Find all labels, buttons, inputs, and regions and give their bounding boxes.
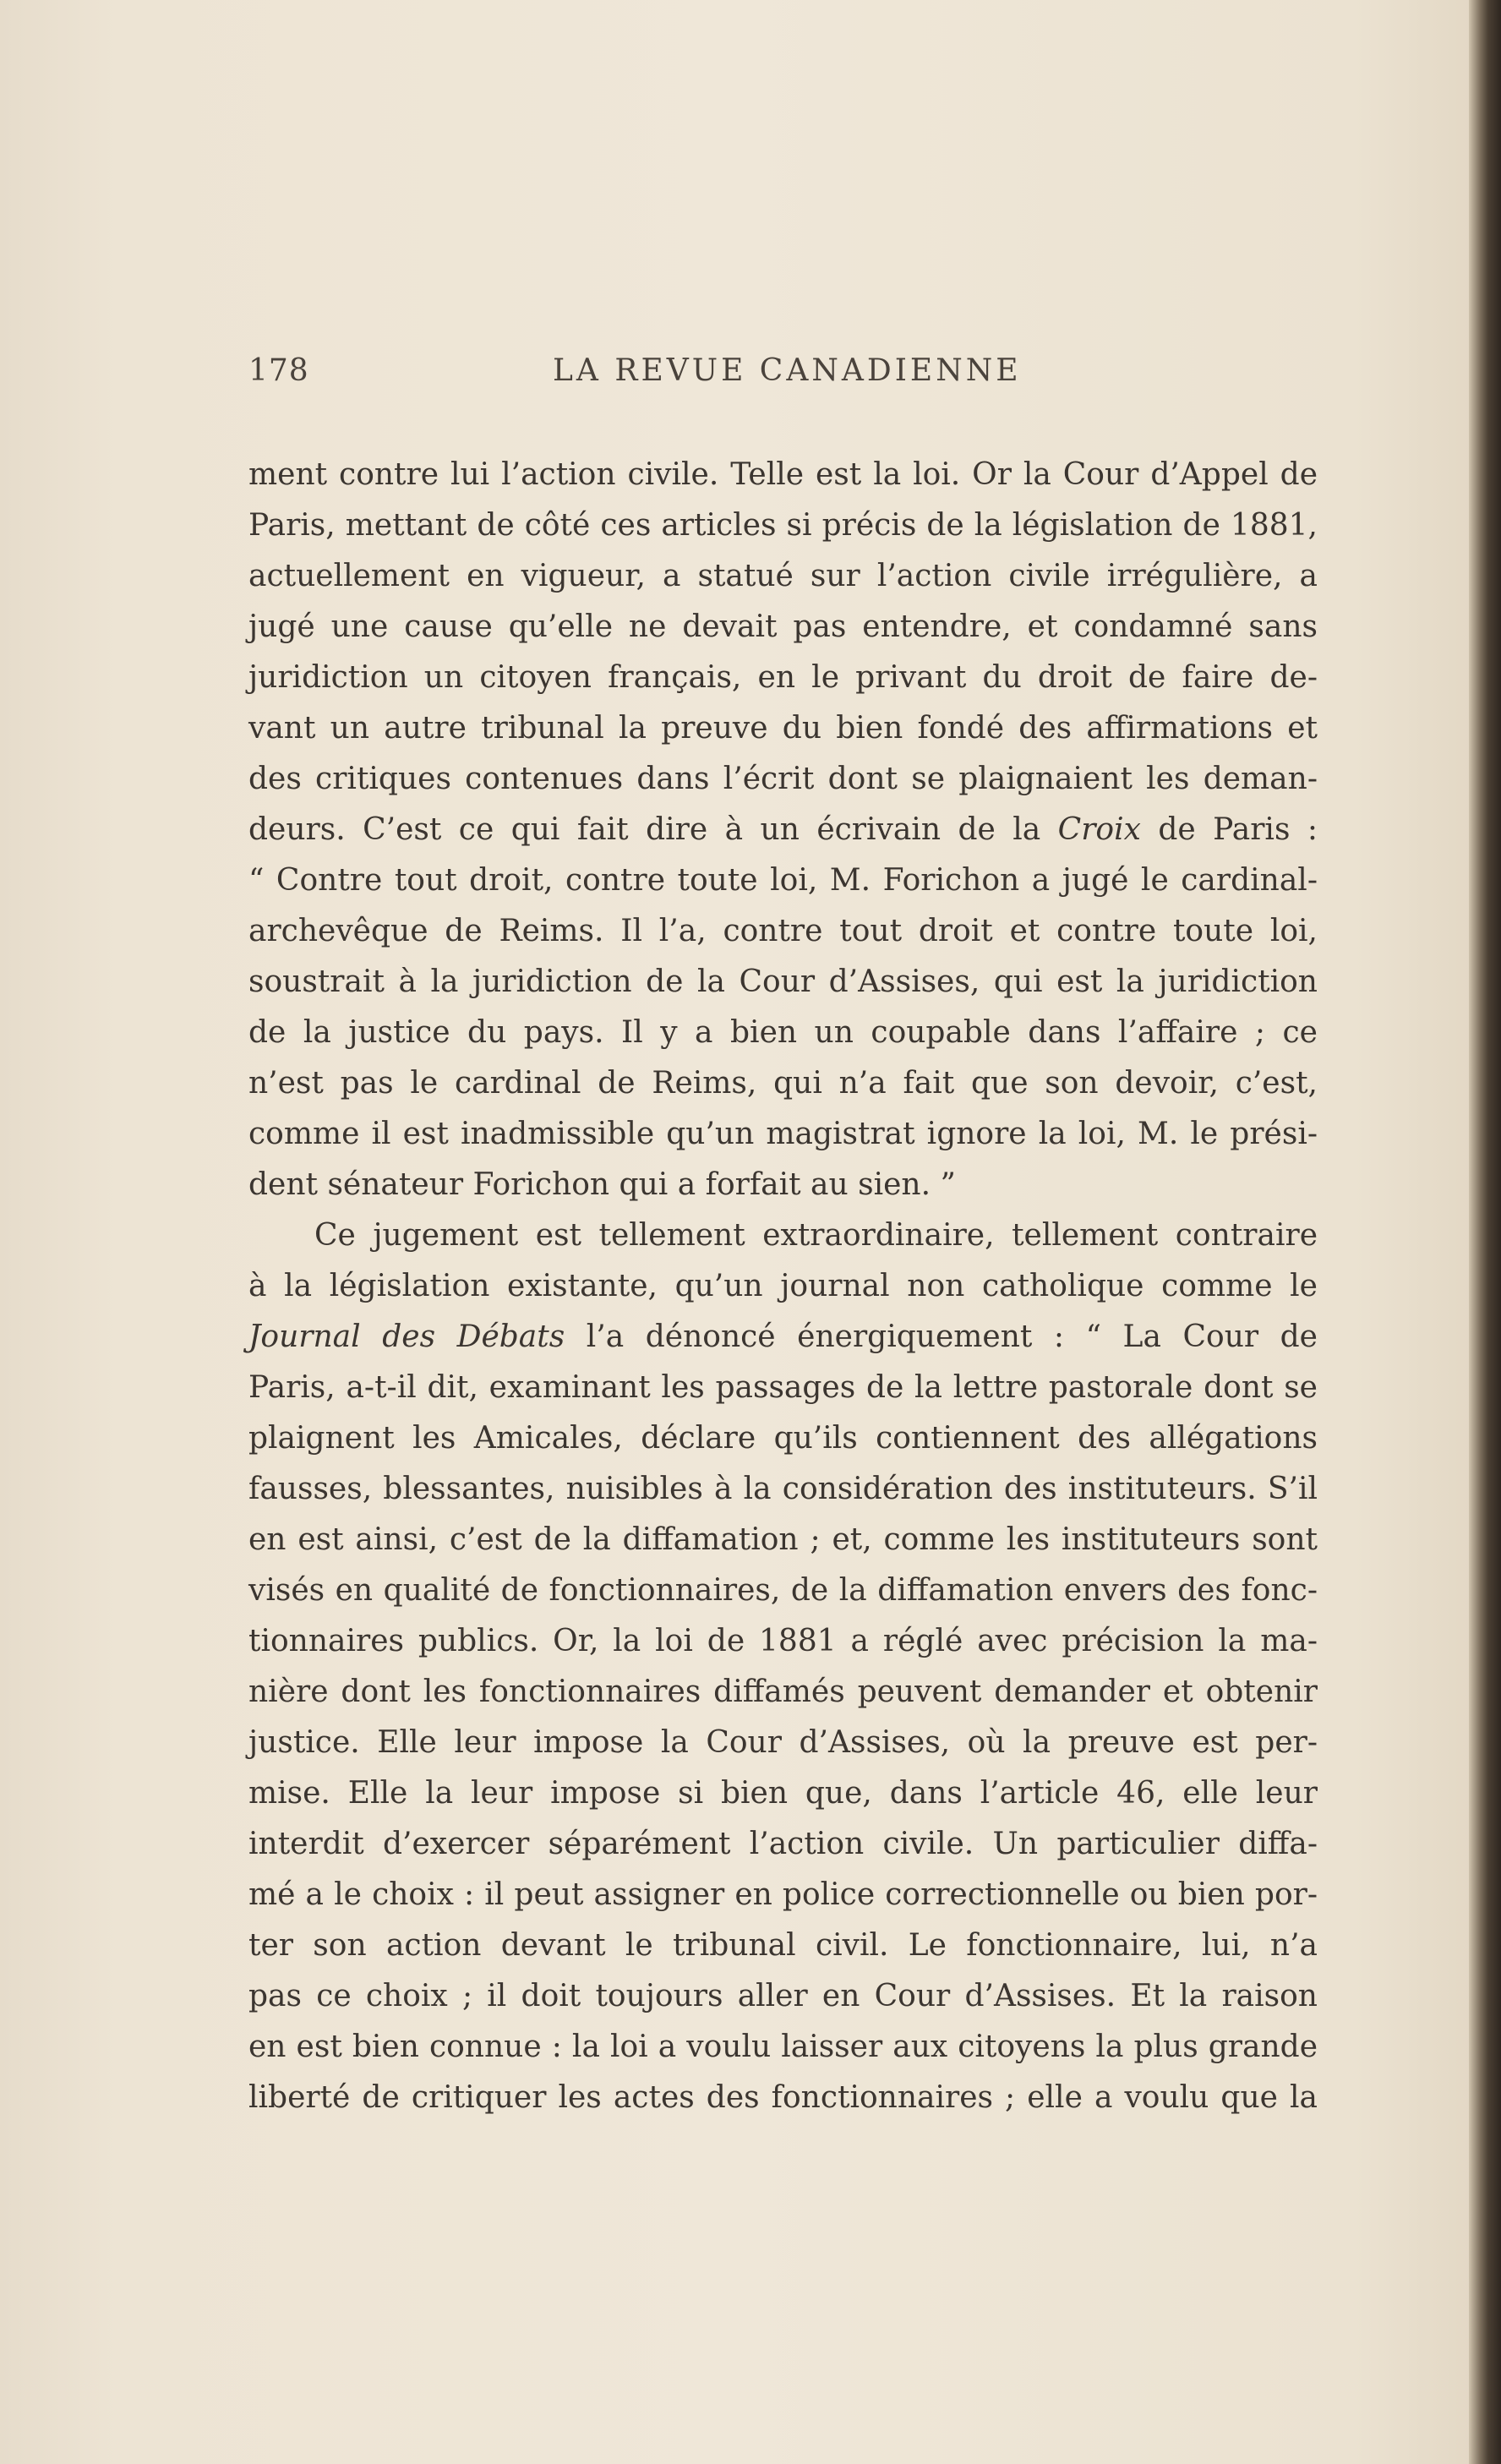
text-line: archevêque de Reims. Il l’a, contre tout droit et contre toute loi,	[248, 914, 1318, 948]
text-line: pas ce choix ; il doit toujours aller en Cour d’Assises. Et la raison	[248, 1979, 1318, 2013]
text-line: soustrait à la juridiction de la Cour d’Assises, qui est la juridiction	[248, 964, 1318, 999]
page-number: 178	[248, 353, 309, 388]
text-line: interdit d’exercer séparément l’action civile. Un particulier diffa-	[248, 1827, 1318, 1861]
text-line: ment contre lui l’action civile. Telle est la loi. Or la Cour d’Appel de	[248, 457, 1318, 492]
text-run: deurs. C’est ce qui fait dire à un écrivain de la	[248, 812, 1058, 847]
text-line: Paris, mettant de côté ces articles si précis de la législation de 1881,	[248, 508, 1318, 543]
italic-title-croix: Croix	[1057, 812, 1141, 847]
text-line: mé a le choix : il peut assigner en police correctionnelle ou bien por-	[248, 1877, 1318, 1912]
running-title: LA REVUE CANADIENNE	[553, 353, 1022, 388]
text-line: dent sénateur Forichon qui a forfait au sien. ”	[248, 1167, 956, 1202]
text-line: juridiction un citoyen français, en le privant du droit de faire de-	[248, 660, 1318, 695]
book-gutter-shadow	[1469, 0, 1501, 2464]
text-line: Ce jugement est tellement extraordinaire, tellement contraire	[314, 1218, 1318, 1253]
text-line: à la législation existante, qu’un journal non catholique comme le	[248, 1269, 1318, 1303]
text-line: actuellement en vigueur, a statué sur l’action civile irrégulière, a	[248, 559, 1318, 593]
text-line: liberté de critiquer les actes des fonctionnaires ; elle a voulu que la	[248, 2080, 1318, 2115]
body-text	[248, 450, 1318, 2123]
text-line-with-italic	[248, 1312, 1318, 1363]
text-line: comme il est inadmissible qu’un magistrat ignore la loi, M. le prési-	[248, 1117, 1318, 1151]
text-line: justice. Elle leur impose la Cour d’Assises, où la preuve est per-	[248, 1725, 1318, 1760]
paragraph-2	[248, 1210, 1318, 2123]
text-line: en est bien connue : la loi a voulu laisser aux citoyens la plus grande	[248, 2030, 1318, 2064]
paragraph-1	[248, 450, 1318, 1210]
italic-title-journal-des-debats: Journal des Débats	[248, 1319, 565, 1354]
text-line: visés en qualité de fonctionnaires, de la diffamation envers des fonc-	[248, 1573, 1318, 1608]
text-line: “ Contre tout droit, contre toute loi, M. Forichon a jugé le cardinal-	[248, 863, 1318, 898]
text-line: ter son action devant le tribunal civil. Le fonctionnaire, lui, n’a	[248, 1928, 1318, 1963]
text-line: Paris, a-t-il dit, examinant les passages de la lettre pastorale dont se	[248, 1370, 1318, 1405]
text-run: de Paris :	[1140, 812, 1318, 847]
text-line: n’est pas le cardinal de Reims, qui n’a fait que son devoir, c’est,	[248, 1066, 1318, 1101]
text-line: plaignent les Amicales, déclare qu’ils contiennent des allégations	[248, 1421, 1318, 1456]
text-line: jugé une cause qu’elle ne devait pas entendre, et condamné sans	[248, 609, 1318, 644]
running-head	[248, 353, 1318, 391]
text-line: nière dont les fonctionnaires diffamés peuvent demander et obtenir	[248, 1675, 1318, 1709]
text-line: mise. Elle la leur impose si bien que, dans l’article 46, elle leur	[248, 1776, 1318, 1811]
text-line: tionnaires publics. Or, la loi de 1881 a réglé avec précision la ma-	[248, 1624, 1318, 1658]
text-line: fausses, blessantes, nuisibles à la considération des instituteurs. S’il	[248, 1472, 1318, 1506]
text-run: l’a dénoncé énergiquement : “ La Cour de	[565, 1319, 1318, 1354]
text-line: en est ainsi, c’est de la diffamation ; et, comme les instituteurs sont	[248, 1522, 1318, 1557]
text-line: des critiques contenues dans l’écrit dont se plaignaient les deman-	[248, 762, 1318, 796]
text-line-with-italic	[248, 805, 1318, 855]
text-line: vant un autre tribunal la preuve du bien fondé des affirmations et	[248, 711, 1318, 746]
text-line: de la justice du pays. Il y a bien un coupable dans l’affaire ; ce	[248, 1015, 1318, 1050]
